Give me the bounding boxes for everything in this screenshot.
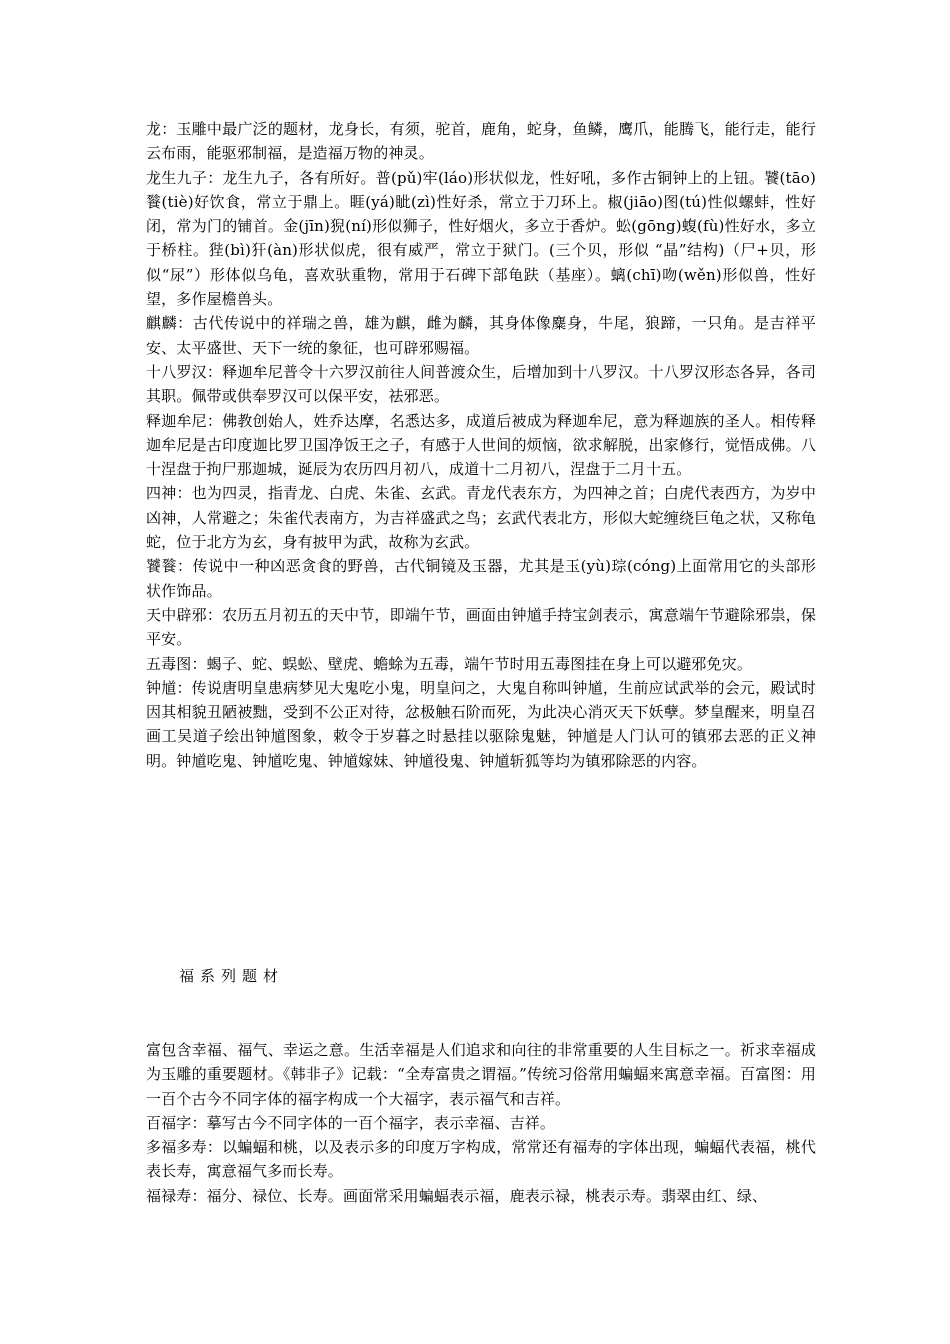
paragraph-four-gods: 四神：也为四灵，指青龙、白虎、朱雀、玄武。青龙代表东方，为四神之首；白虎代表西方，为岁中凶神，人常避之；朱雀代表南方，为吉祥盛武之鸟；玄武代表北方，形似大蛇缠绕巨龟之状，又称龟蛇，位于北方为玄，身有披甲为武，故称为玄武。 xyxy=(146,484,816,552)
paragraph-hundred-fu: 百福字：摹写古今不同字体的一百个福字，表示幸福、吉祥。 xyxy=(146,1113,556,1132)
paragraph-fortune-intro: 富包含幸福、福气、幸运之意。生活幸福是人们追求和向往的非常重要的人生目标之一。祈求幸福成为玉雕的重要题材。《韩非子》记载：“全寿富贵之谓福。”传统习俗常用蝙蝠来寓意幸福。百富图：用一百个古今不同字体的福字构成一个大福字，表示福气和吉祥。 xyxy=(146,1041,816,1108)
paragraph-tianzhong-bixie: 天中辟邪：农历五月初五的天中节，即端午节，画面由钟馗手持宝剑表示，寓意端午节避除邪祟，保平安。 xyxy=(146,605,816,649)
paragraph-nine-sons: 龙生九子：龙生九子，各有所好。普(pǔ)牢(láo)形状似龙，性好吼，多作古铜钟上的上钮。饕(tāo)餮(tiè)好饮食，常立于鼎上。睚(yá)眦(zì)性好杀，常立于刀环上。椒(jiāo)图(tú)性似螺蚌，性好闭，常为门的铺首。金(jīn)猊(ní)形似狮子，性好烟火，多立于香炉。蚣(gōng)蝮(fù)性好水，多立于桥柱。狴(bì)犴(àn)形状似虎，很有威严，常立于狱门。(三个贝，形似 “晶”结构)（尸+贝，形似“尿”）形体似乌龟，喜欢驮重物，常用于石碑下部龟趺（基座）。螭(chī)吻(wěn)形似兽，性好望，多作屋檐兽头。 xyxy=(146,168,816,309)
text-block-fortune-themes xyxy=(146,1038,816,1208)
paragraph-fu-lu-shou: 福禄寿：福分、禄位、长寿。画面常采用蝙蝠表示福，鹿表示禄，桃表示寿。翡翠由红、绿、 xyxy=(146,1186,768,1205)
text-block-jade-themes xyxy=(146,117,816,773)
paragraph-dragon: 龙：玉雕中最广泛的题材，龙身长，有须，驼首，鹿角，蛇身，鱼鳞，鹰爪，能腾飞，能行走，能行云布雨，能驱邪制福，是造福万物的神灵。 xyxy=(146,120,816,163)
paragraph-duofu-duoshou: 多福多寿：以蝙蝠和桃，以及表示多的印度万字构成，常常还有福寿的字体出现，蝙蝠代表福，桃代表长寿，寓意福气多而长寿。 xyxy=(146,1138,816,1181)
paragraph-taotie: 饕餮：传说中一种凶恶贪食的野兽，古代铜镜及玉器，尤其是玉(yù)琮(cóng)上面常用它的头部形状作饰品。 xyxy=(146,557,816,600)
section-heading-fortune-themes: 福系列题材 xyxy=(179,967,285,985)
paragraph-five-poisons: 五毒图：蝎子、蛇、蜈蚣、壁虎、蟾蜍为五毒，端午节时用五毒图挂在身上可以避邪免灾。 xyxy=(146,654,753,673)
paragraph-zhong-kui: 钟馗：传说唐明皇患病梦见大鬼吃小鬼，明皇问之，大鬼自称叫钟馗，生前应试武举的会元，殿试时因其相貌丑陋被黜，受到不公正对待，忿极触石阶而死，为此决心消灭天下妖孽。梦皇醒来，明皇召画工吴道子绘出钟馗图象，敕令于岁暮之时悬挂以驱除鬼魅，钟馗是人门认可的镇邪去恶的正义神明。钟馗吃鬼、钟馗吃鬼、钟馗嫁妹、钟馗役鬼、钟馗斩狐等均为镇邪除恶的内容。 xyxy=(146,678,816,770)
paragraph-qilin: 麒麟：古代传说中的祥瑞之兽，雄为麒，雌为麟，其身体像麋身，牛尾，狼蹄，一只角。是吉祥平安、太平盛世、天下一统的象征，也可辟邪赐福。 xyxy=(146,314,816,357)
paragraph-shakyamuni: 释迦牟尼：佛教创始人，姓乔达摩，名悉达多，成道后被成为释迦牟尼，意为释迦族的圣人。相传释迦牟尼是古印度迦比罗卫国净饭王之子，有感于人世间的烦恼，欲求解脱，出家修行，觉悟成佛。八十涅盘于拘尸那迦城，诞辰为农历四月初八，成道十二月初八，涅盘于二月十五。 xyxy=(146,411,816,479)
paragraph-eighteen-arhats: 十八罗汉：释迦牟尼普令十六罗汉前往人间普渡众生，后增加到十八罗汉。十八罗汉形态各异，各司其职。佩带或供奉罗汉可以保平安，祛邪恶。 xyxy=(146,362,816,406)
